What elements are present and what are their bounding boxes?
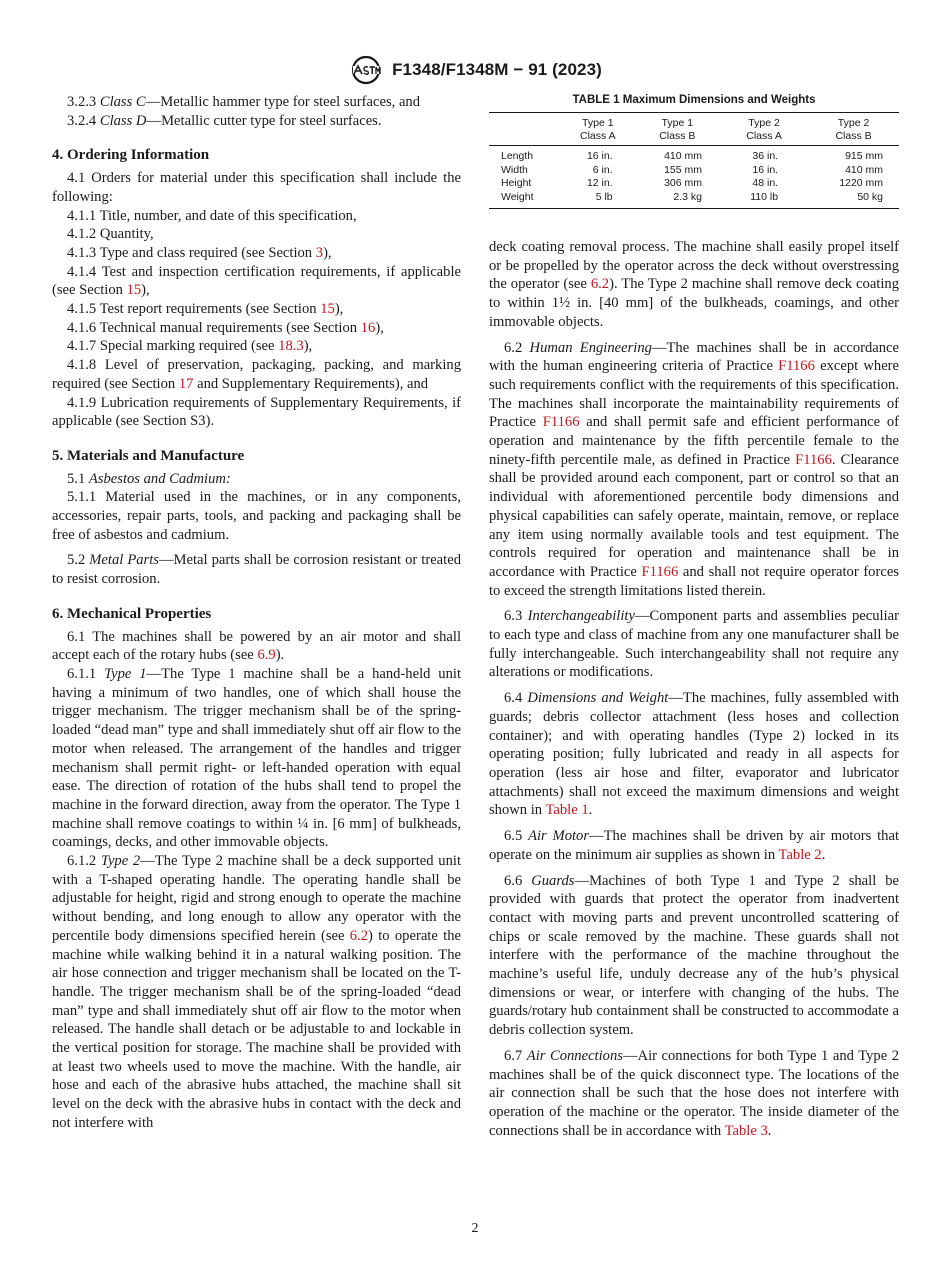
paragraph-4-1-2: 4.1.2 Quantity, (67, 226, 154, 243)
paragraph-3-2-4: 3.2.4 Class D—Metallic cutter type for steel surfaces. (67, 112, 382, 129)
paragraph-4-1-6: 4.1.6 Technical manual requirements (see Section 16), (67, 319, 384, 336)
table-cell: 306 mm (664, 177, 702, 189)
table-3-link[interactable]: Table 3 (724, 1122, 768, 1139)
section-heading-ordering: 4. Ordering Information (52, 147, 210, 164)
table-cell: 36 in. (752, 150, 779, 162)
section-6-2-link[interactable]: 6.2 (590, 276, 610, 293)
table-cell: 155 mm (664, 163, 702, 176)
section-6-2-link[interactable]: 6.2 (349, 927, 369, 944)
section-18-3-link[interactable]: 18.3 (278, 338, 304, 355)
right-column (489, 238, 899, 1140)
table-cell: 915 mm (845, 150, 883, 162)
table-column-header: Type 1 Class A (561, 113, 635, 146)
table-column-header: Type 1 Class B (635, 113, 720, 146)
paragraph-4-1-3: 4.1.3 Type and class required (see Section 3), (67, 244, 332, 261)
paragraph-3-2-3: 3.2.3 Class C—Metallic hammer type for steel surfaces, and (67, 94, 421, 110)
section-15-link[interactable]: 15 (320, 301, 335, 318)
page-header (0, 54, 950, 91)
left-column (52, 93, 461, 1133)
paragraph-6-4: 6.4 Dimensions and Weight—The machines, fully assembled with guards; debris collector attachment (less hoses and collection container); and with operating handles (Type 2) locked in its operating position; fully lubricated and ready in all aspects for operation (less air hose and filter, evaporator and lubricator attachments) shall not exceed the maximum dimensions and weight shown in Table 1. (489, 690, 899, 819)
section-heading-mechanical: 6. Mechanical Properties (52, 605, 212, 622)
paragraph-4-1-1: 4.1.1 Title, number, and date of this specification, (67, 207, 357, 224)
paragraph-6-7: 6.7 Air Connections—Air connections for both Type 1 and Type 2 machines shall be of the quick disconnect type. The locations of the air connection shall be such that the hose does not interfere with operation of the machine or the operator. The inside diameter of the connections shall be in accordance with Table 3. (489, 1047, 899, 1139)
table-cell: 50 kg (808, 191, 899, 209)
section-3-link[interactable]: 3 (315, 244, 324, 261)
table-column-header: Type 2 Class B (808, 113, 899, 146)
paragraph-4-1-9: 4.1.9 Lubrication requirements of Supplementary Requirements, if applicable (see Section S3). (52, 394, 461, 430)
practice-f1166-link[interactable]: F1166 (641, 563, 679, 580)
section-17-link[interactable]: 17 (178, 375, 194, 392)
table-row (489, 191, 899, 209)
table-title: TABLE 1 Maximum Dimensions and Weights (572, 94, 816, 106)
table-cell: 410 mm (664, 150, 702, 162)
paragraph-4-1-5: 4.1.5 Test report requirements (see Section 15), (67, 301, 344, 318)
table-2-link[interactable]: Table 2 (778, 846, 822, 863)
table-header-empty (489, 113, 561, 146)
section-16-link[interactable]: 16 (360, 319, 376, 336)
table-column-header: Type 2 Class A (720, 113, 808, 146)
paragraph-4-1: 4.1 Orders for material under this specification shall include the following: (52, 170, 461, 205)
table-cell: 410 mm (845, 163, 883, 176)
paragraph-5-1: 5.1 Asbestos and Cadmium: (67, 470, 231, 487)
paragraph-6-1-2-continued: deck coating removal process. The machine shall easily propel itself or be propelled by the operator across the deck without overstressing the operator (see 6.2). The Type 2 machine shall remove deck coating to within 1½ in. [40 mm] of the bulkheads, coamings, and other immovable objects. (489, 239, 899, 330)
dimensions-table (489, 112, 899, 209)
paragraph-6-2: 6.2 Human Engineering—The machines shall be in accordance with the human engineering criteria of Practice F1166 except where such requirements conflict with the requirements of this specification. The machines shall incorporate the maintainability requirements of Practice F1166 and shall permit safe and efficient performance of operation and maintenance by the fifth percentile female to the ninety-fifth percentile male, as defined in Practice F1166. Clearance shall be provided around each component, part or control so that an individual with aforementioned percentile body dimensions and physical capabilities can safely operate, maintain, remove, or replace any item using normally available tools and test equipment. The controls required for operation and maintenance shall be in accordance with Practice F1166 and shall not require operator forces to exceed the strength limitations listed therein. (489, 339, 900, 599)
table-header-row (489, 113, 899, 146)
practice-f1166-link[interactable]: F1166 (795, 451, 832, 468)
paragraph-5-2: 5.2 Metal Parts—Metal parts shall be corrosion resistant or treated to resist corrosion. (52, 552, 461, 588)
practice-f1166-link[interactable]: F1166 (778, 358, 815, 375)
paragraph-6-5: 6.5 Air Motor—The machines shall be driven by air motors that operate on the minimum air supplies as shown in Table 2. (489, 828, 899, 863)
paragraph-6-1-2: 6.1.2 Type 2—The Type 2 machine shall be a deck supported unit with a T-shaped operating handle. The operating handle shall be adjustable for height, rigid and strong enough to operate the machine without bending, and long enough to allow any operator with the percentile body dimensions specified herein (see 6.2) to operate the machine while walking behind it in a natural walking position. The air hose connection and trigger mechanism shall be located on the T-handle. The trigger mechanism shall be of the spring-loaded “dead man” type and shall immediately shut off air flow to the motor when released. The handle shall detach or be adjustable to and lockable in the vertical position for storage. The machine shall be provided with at least two wheels used to move the machine. With the handle, air hose and each of the abrasive hubs attached, the machine shall sit level on the deck with the abrasive hubs in contact with the deck and not interfere with (52, 853, 462, 1131)
table-cell: 5 lb (561, 191, 635, 209)
table-row (489, 177, 899, 191)
paragraph-4-1-8: 4.1.8 Level of preservation, packaging, packing, and marking required (see Section 17 and Supplementary Requirements), and (52, 357, 461, 392)
table-row (489, 164, 899, 178)
paragraph-5-1-1: 5.1.1 Material used in the machines, or in any components, accessories, repair parts, tools, and packing and packaging shall be free of asbestos and cadmium. (52, 489, 461, 543)
table-cell: 48 in. (752, 177, 779, 189)
row-label: Weight (489, 191, 561, 209)
row-label: Width (501, 163, 528, 176)
paragraph-6-6: 6.6 Guards—Machines of both Type 1 and Type 2 shall be provided with guards that protect the operator from inadvertent contact with moving parts and prevent uncontrolled scattering of chips or scale removed by the machine. These guards shall not interfere with the performance of the machine throughout the machine’s useful life, unduly decrease any of the hub’s physical dimensions or wear, or interfere with changing of the hubs. The guards/rotary hub containment shall be constructed to accommodate a debris collection system. (489, 872, 899, 1039)
paragraph-4-1-7: 4.1.7 Special marking required (see 18.3), (67, 338, 313, 355)
section-6-9-link[interactable]: 6.9 (257, 647, 276, 664)
document-designation: F1348/F1348M − 91 (2023) (392, 60, 602, 79)
table-cell: 2.3 kg (635, 191, 720, 209)
table-cell: 1220 mm (839, 177, 883, 189)
table-cell: 16 in. (586, 150, 613, 162)
table-1-link[interactable]: Table 1 (545, 802, 589, 819)
table-cell: 16 in. (752, 163, 779, 176)
table-cell: 110 lb (720, 191, 808, 209)
astm-logo-icon (348, 54, 384, 86)
row-label: Height (501, 177, 532, 189)
paragraph-6-1: 6.1 The machines shall be powered by an air motor and shall accept each of the rotary hubs (see 6.9). (52, 628, 461, 664)
section-15-link[interactable]: 15 (126, 282, 142, 299)
section-heading-materials: 5. Materials and Manufacture (52, 447, 245, 464)
table-row (489, 146, 899, 164)
paragraph-6-3: 6.3 Interchangeability—Component parts and assemblies peculiar to each type and class of machine from any one manufacturer shall be fully interchangeable. Such interchangeability shall not require any alterations or modifications. (489, 608, 900, 681)
paragraph-6-1-1: 6.1.1 Type 1—The Type 1 machine shall be a hand-held unit having a minimum of two handles, one of which shall house the trigger mechanism. The trigger mechanism shall be of the spring-loaded “dead man” type and shall immediately shut off air flow to the motor when released. The arrangement of the handles and trigger mechanism shall permit right- or left-handed operation with equal ease. The direction of rotation of the hubs shall tend to propel the machine in the forward direction, away from the operator. The Type 1 machine shall remove coatings to within ¼ in. [6 mm] of bulkheads, coamings, decks, and other immovable objects. (52, 665, 462, 851)
paragraph-4-1-4: 4.1.4 Test and inspection certification requirements, if applicable (see Section 15), (52, 263, 461, 299)
page-number: 2 (471, 1221, 479, 1236)
table-cell: 6 in. (592, 163, 613, 176)
table-cell: 12 in. (586, 177, 613, 189)
table-1 (489, 94, 899, 209)
practice-f1166-link[interactable]: F1166 (542, 414, 580, 431)
row-label: Length (501, 150, 534, 162)
